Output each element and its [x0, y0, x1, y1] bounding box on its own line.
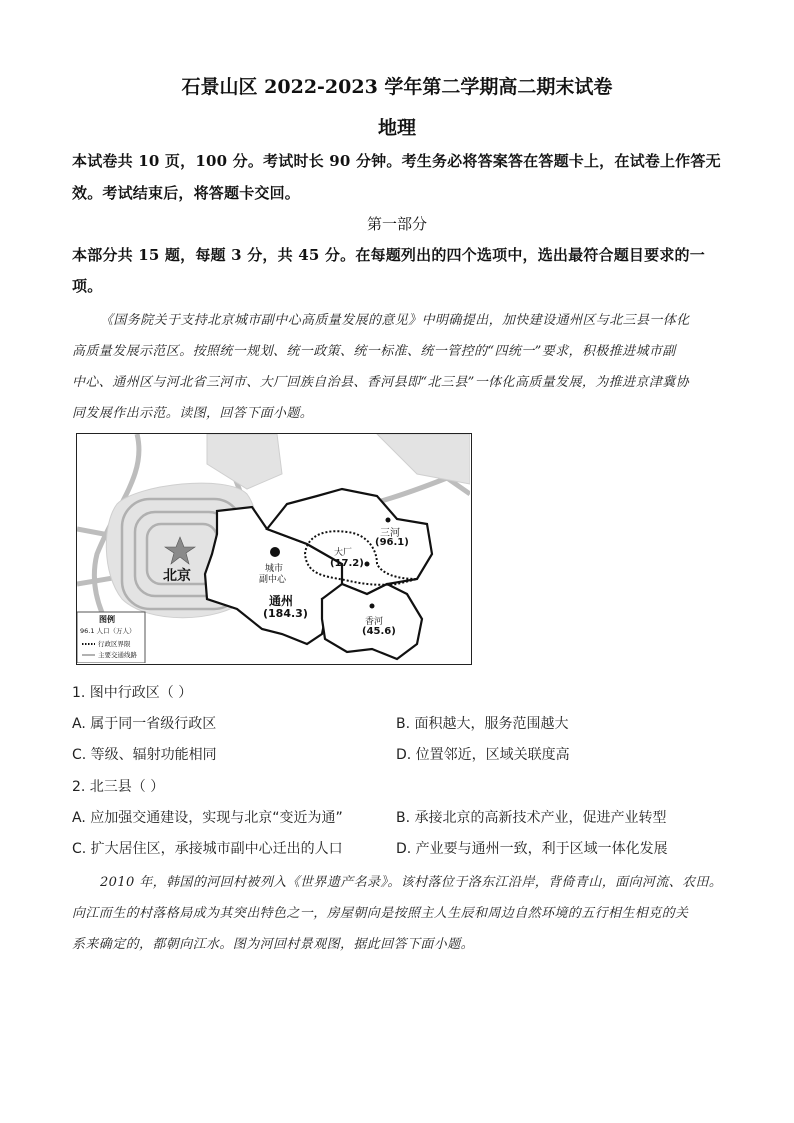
passage-1-line-2: 高质量发展示范区。按照统一规划、统一政策、统一标准、统一管控的“四统一”要求，积极推进城市副 — [72, 344, 676, 359]
map-label-city-sub-center-1: 城市 — [265, 564, 284, 574]
map-label-xianghe: 香河 — [365, 617, 384, 627]
map-label-sanhe: 三河 — [380, 528, 400, 539]
region-map — [76, 433, 472, 665]
passage-1-line-4: 同发展作出示范。读图，回答下面小题。 — [72, 406, 314, 421]
map-label-dachang-pop: (17.2) — [330, 558, 364, 569]
map-label-tongzhou-pop: (184.3) — [263, 607, 308, 620]
part-heading: 第一部分 — [366, 215, 427, 233]
q1-option-c: C. 等级、辐射功能相同 — [72, 747, 217, 763]
map-label-sanhe-pop: (96.1) — [375, 537, 409, 548]
map-label-dachang: 大厂 — [334, 548, 353, 558]
subject-title: 地理 — [377, 117, 416, 139]
instructions-line-2: 效。考试结束后，将答题卡交回。 — [72, 184, 301, 202]
q2-option-a: A. 应加强交通建设，实现与北京“变近为通” — [72, 810, 343, 826]
legend-population: 96.1 人口（万人） — [80, 627, 136, 635]
q2-stem: 2. 北三县（ ） — [72, 779, 165, 795]
q2-option-d: D. 产业要与通州一致，利于区域一体化发展 — [396, 841, 668, 857]
q2-option-b: B. 承接北京的高新技术产业，促进产业转型 — [396, 810, 667, 826]
q1-option-a: A. 属于同一省级行政区 — [72, 716, 217, 732]
instructions-line-1: 本试卷共 10 页，100 分。考试时长 90 分钟。考生务必将答案答在答题卡上，在试卷上作答无 — [72, 152, 721, 170]
passage-2-line-2: 向江而生的村落格局成为其突出特色之一，房屋朝向是按照主人生辰和周边自然环境的五行相生相克的关 — [72, 906, 689, 921]
exam-title: 石景山区 2022-2023 学年第二学期高二期末试卷 — [181, 76, 613, 98]
map-label-xianghe-pop: (45.6) — [362, 626, 396, 637]
map-label-beijing: 北京 — [163, 568, 191, 584]
legend-title: 图例 — [99, 615, 115, 624]
q2-option-c: C. 扩大居住区，承接城市副中心迁出的人口 — [72, 841, 343, 857]
map-label-city-sub-center-2: 副中心 — [259, 575, 287, 585]
passage-1-line-3: 中心、通州区与河北省三河市、大厂回族自治县、香河县即“北三县”一体化高质量发展，为推进京津冀协 — [72, 375, 690, 390]
map-label-tongzhou: 通州 — [269, 594, 294, 608]
passage-2-line-1: 2010 年，韩国的河回村被列入《世界遗产名录》。该村落位于洛东江沿岸，背倚青山，面向河流、农田。 — [100, 875, 723, 890]
part-description-line-1: 本部分共 15 题，每题 3 分，共 45 分。在每题列出的四个选项中，选出最符合题目要求的一 — [72, 246, 705, 264]
part-description-line-2: 项。 — [72, 277, 103, 295]
legend-boundary: 行政区界限 — [98, 640, 131, 648]
q1-option-b: B. 面积越大，服务范围越大 — [396, 716, 569, 732]
passage-1-line-1: 《国务院关于支持北京城市副中心高质量发展的意见》中明确提出，加快建设通州区与北三县一体化 — [100, 313, 690, 328]
q1-stem: 1. 图中行政区（ ） — [72, 685, 193, 701]
legend-road: 主要交通线路 — [98, 651, 137, 659]
passage-2-line-3: 系来确定的，都朝向江水。图为河回村景观图，据此回答下面小题。 — [72, 937, 475, 952]
q1-option-d: D. 位置邻近，区域关联度高 — [396, 747, 570, 763]
